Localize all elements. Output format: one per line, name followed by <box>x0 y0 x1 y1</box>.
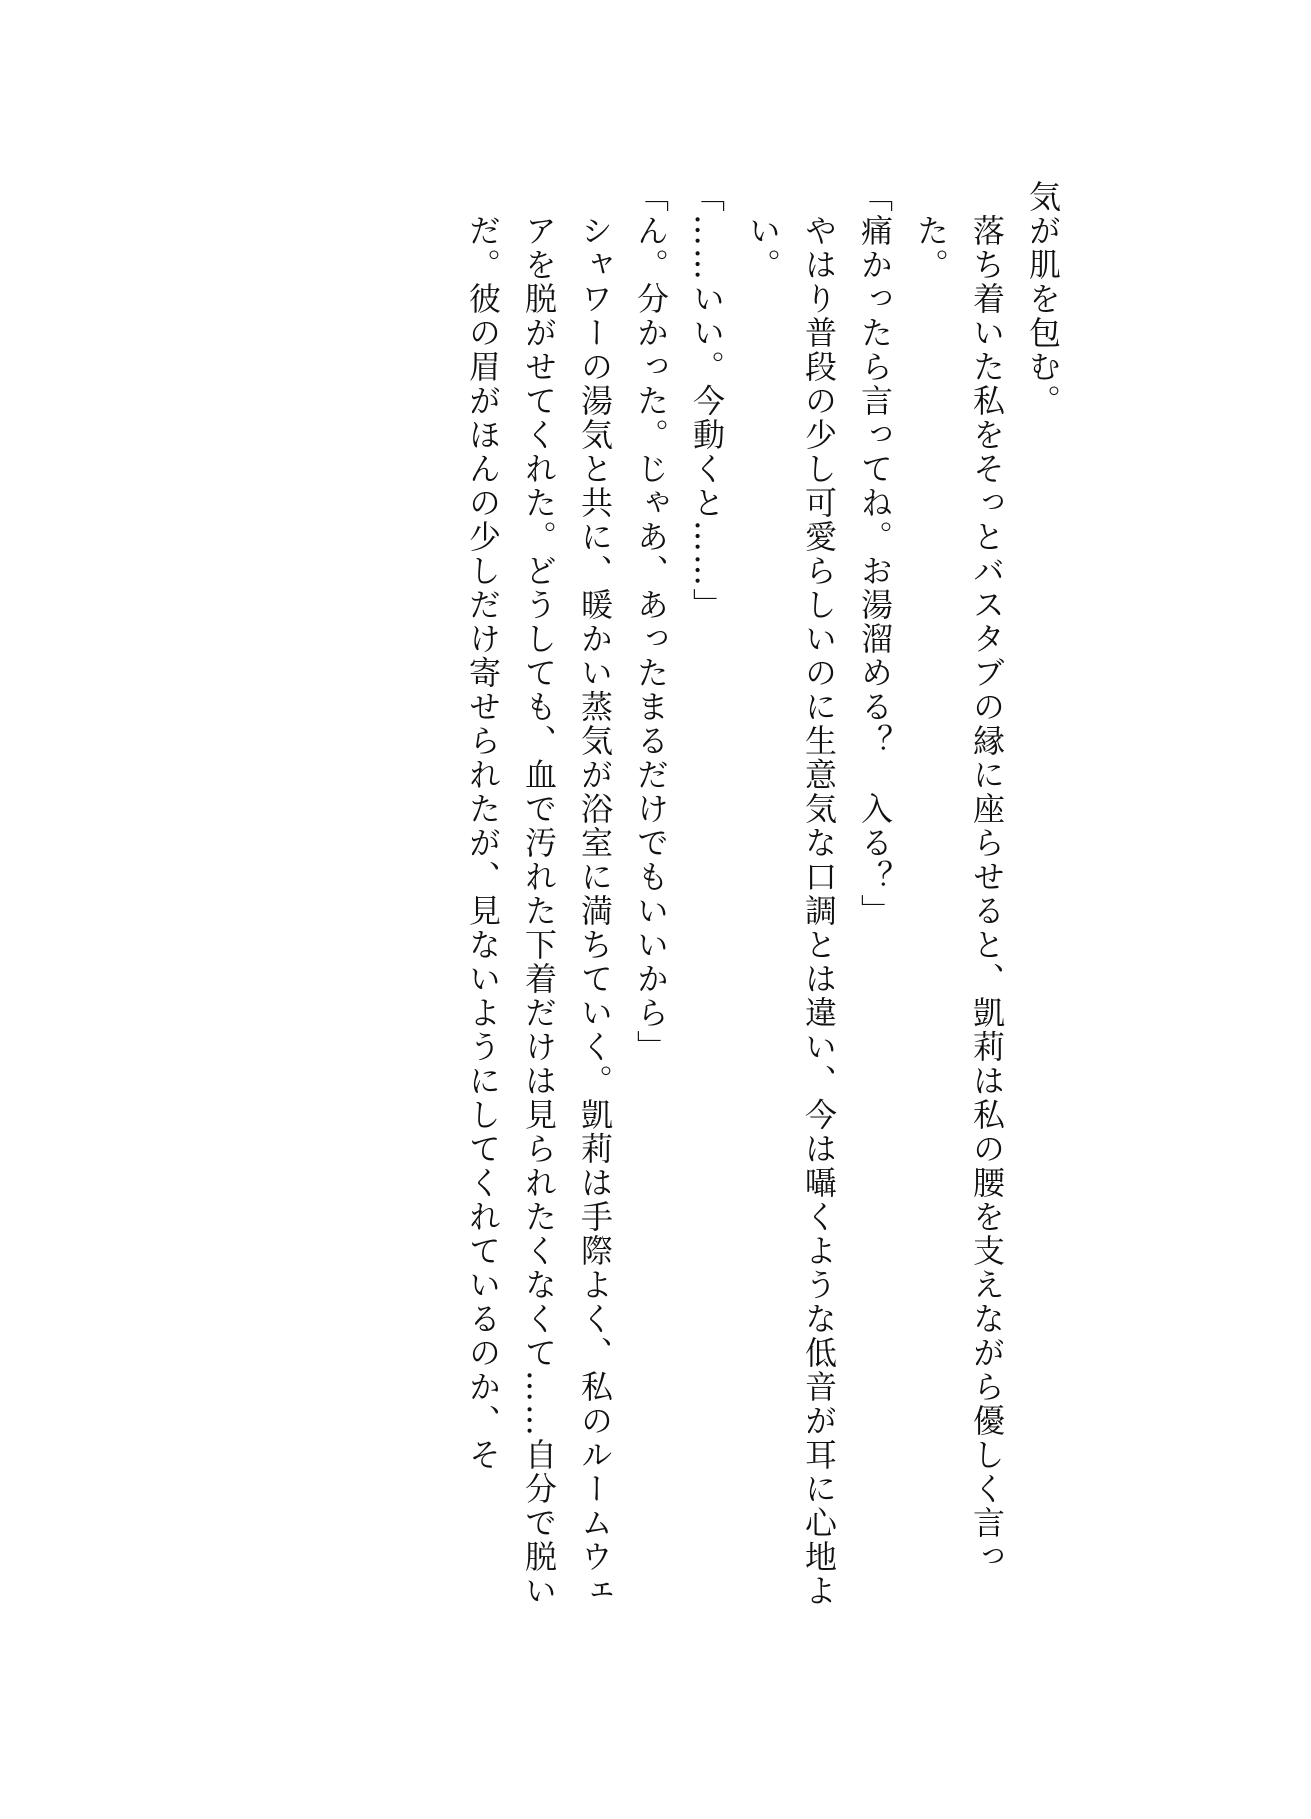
text-line-4: シャワーの湯気と共に、暖かい蒸気が浴室に満ちていく。凱莉は手際よく、私のルームウェアを脱がせてくれた。どうしても、血で汚れた下着だけは見られたくなくて……自分で脱いだ。彼の眉がほんの少しだけ寄せられたが、見ないようにしてくれているのか、そ <box>464 214 614 1608</box>
dialogue-line-1: 「痛かったら言ってね。お湯溜める？ 入る？」 <box>856 180 894 928</box>
dialogue-line-2: 「……いい。今動くと……」 <box>688 180 726 622</box>
text-line-2: 落ち着いた私をそっとバスタブの縁に座らせると、凱莉は私の腰を支えながら優しく言った。 <box>912 214 1006 1574</box>
vertical-text-body <box>191 180 1071 1620</box>
text-line-1: 気が肌を包む。 <box>1024 180 1062 418</box>
text-line-3: やはり普段の少し可愛らしいのに生意気な口調とは違い、今は囁くような低音が耳に心地よい。 <box>744 214 838 1608</box>
dialogue-line-3: 「ん。分かった。じゃあ、あったまるだけでもいいから」 <box>632 180 670 1064</box>
